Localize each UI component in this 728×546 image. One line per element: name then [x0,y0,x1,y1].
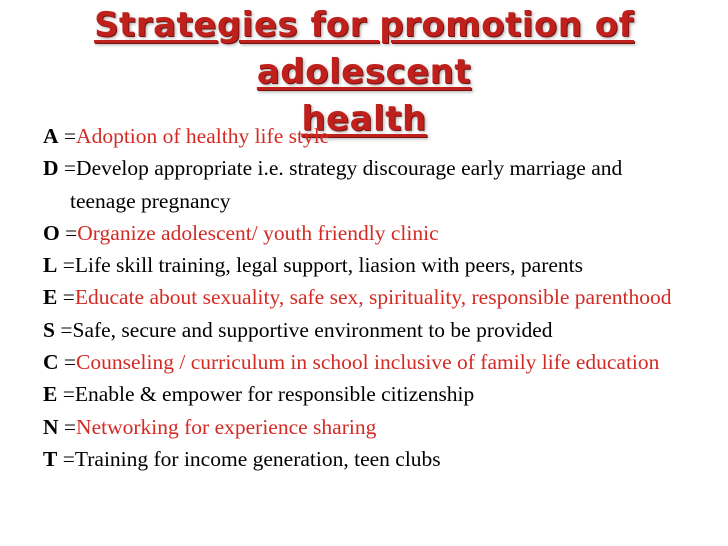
strategy-item-t [43,443,683,475]
acronym-letter: L [43,253,58,278]
title-line-1: Strategies for promotion of adolescent [94,5,634,92]
acronym-letter: C [43,350,59,375]
strategy-list [43,120,683,475]
acronym-letter: N [43,414,59,439]
strategy-item-c [43,346,683,378]
acronym-letter: T [43,446,58,471]
equals-sign: = [58,156,77,181]
equals-sign: = [54,317,73,342]
equals-sign: = [58,350,77,375]
strategy-text: Safe, secure and supportive environment to be provided [72,317,553,342]
strategy-text: Counseling / curriculum in school inclusive of family life education [76,350,660,375]
strategy-item-n [43,411,683,443]
acronym-letter: A [43,124,59,148]
acronym-letter: S [43,317,55,342]
strategy-text: Life skill training, legal support, liasion with peers, parents [74,253,583,278]
equals-sign: = [57,253,75,278]
strategy-text: Networking for experience sharing [76,414,377,439]
strategy-text: Organize adolescent/ youth friendly clinic [77,220,439,245]
strategy-text: Training for income generation, teen clubs [74,446,441,471]
strategy-text: Educate about sexuality, safe sex, spirituality, responsible parenthood [74,285,672,310]
strategy-text: Enable & empower for responsible citizenship [74,382,475,407]
acronym-letter: E [43,382,58,407]
strategy-text: Adoption of healthy life style [76,124,330,148]
acronym-letter: D [43,156,59,181]
equals-sign: = [57,382,75,407]
acronym-letter: O [43,220,60,245]
strategy-text: Develop appropriate i.e. strategy discourage early marriage and teenage pregnancy [70,156,623,213]
strategy-item-a [43,120,683,152]
equals-sign: = [59,220,78,245]
equals-sign: = [57,446,75,471]
acronym-letter: E [43,285,58,310]
strategy-item-l [43,249,683,281]
strategy-item-o [43,217,683,249]
strategy-item-d [43,152,683,217]
equals-sign: = [58,124,77,148]
title-line-2: health [301,99,427,139]
equals-sign: = [57,285,75,310]
strategy-item-s [43,314,683,346]
equals-sign: = [58,414,77,439]
strategy-item-e2 [43,378,683,410]
strategy-item-e [43,281,683,313]
